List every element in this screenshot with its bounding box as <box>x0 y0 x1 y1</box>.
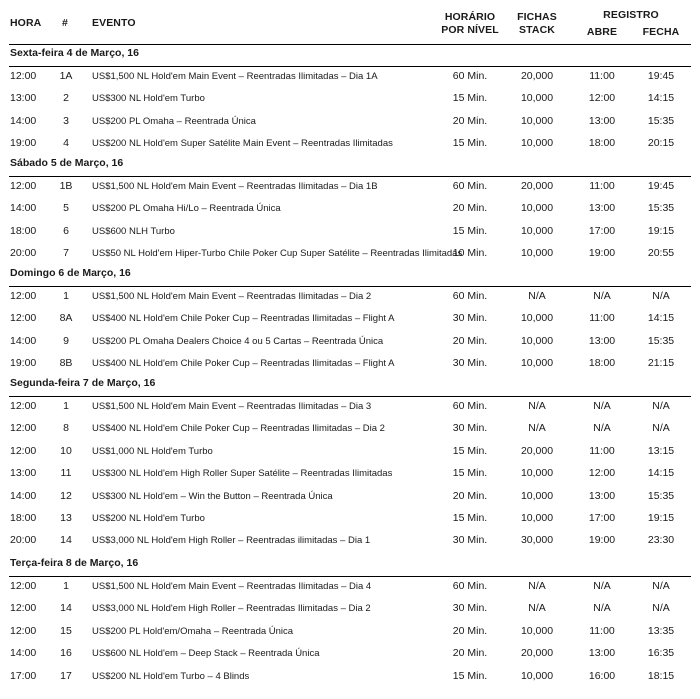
event-name: US$1,500 NL Hold'em Main Event – Reentradas Ilimitadas – Dia 2 <box>92 291 372 302</box>
event-name: US$300 NL Hold'em High Roller Super Satélite – Reentradas Ilimitadas <box>92 468 393 480</box>
registration-opens: 13:00 <box>588 647 616 660</box>
event-time: 14:00 <box>10 202 37 215</box>
event-time: 18:00 <box>10 224 37 237</box>
registration-closes: N/A <box>652 290 670 302</box>
event-row <box>0 309 700 331</box>
event-row <box>0 112 700 134</box>
event-time: 20:00 <box>10 247 37 260</box>
event-stack: 20,000 <box>520 647 554 660</box>
registration-closes: 21:15 <box>647 357 675 370</box>
registration-opens: N/A <box>593 290 611 302</box>
registration-closes: N/A <box>652 580 670 592</box>
event-stack: N/A <box>528 422 546 435</box>
event-time: 12:00 <box>10 444 37 457</box>
event-number: 17 <box>60 669 72 682</box>
event-level-time: 60 Min. <box>452 580 488 592</box>
event-row <box>0 222 700 244</box>
event-stack: 20,000 <box>520 444 554 457</box>
event-row <box>0 419 700 441</box>
event-name: US$300 NL Hold'em Turbo <box>92 93 205 105</box>
event-time: 18:00 <box>10 512 37 524</box>
event-level-time: 20 Min. <box>452 647 488 660</box>
event-number: 1A <box>59 70 73 82</box>
event-level-time: 15 Min. <box>452 92 488 105</box>
event-row <box>0 667 700 689</box>
day-section-header <box>9 375 691 397</box>
registration-opens: 19:00 <box>588 247 616 260</box>
event-stack: 10,000 <box>520 624 554 637</box>
registration-opens: 11:00 <box>589 444 615 457</box>
event-name: US$3,000 NL Hold'em High Roller – Reentradas Ilimitadas – Dia 2 <box>92 603 371 615</box>
event-row <box>0 464 700 486</box>
registration-opens: 13:00 <box>588 489 616 502</box>
registration-closes: 20:55 <box>647 247 675 260</box>
registration-closes: 20:15 <box>647 137 675 150</box>
event-time: 19:00 <box>10 357 37 370</box>
event-stack: 30,000 <box>520 534 554 547</box>
event-level-time: 15 Min. <box>452 669 488 682</box>
header-fichas-line2: STACK <box>519 24 555 36</box>
event-level-time: 20 Min. <box>452 624 488 637</box>
day-title: Terça-feira 8 de Março, 16 <box>10 557 139 569</box>
event-level-time: 60 Min. <box>452 290 488 302</box>
event-name: US$200 NL Hold'em Turbo <box>92 513 205 524</box>
event-level-time: 60 Min. <box>452 400 488 412</box>
event-stack: 10,000 <box>520 224 554 237</box>
event-time: 13:00 <box>10 92 37 105</box>
event-stack: N/A <box>528 602 546 615</box>
event-row <box>0 622 700 644</box>
event-row <box>0 177 700 199</box>
event-level-time: 15 Min. <box>452 512 488 524</box>
event-name: US$400 NL Hold'em Chile Poker Cup – Reentradas Ilimitadas – Dia 2 <box>92 423 385 435</box>
event-level-time: 60 Min. <box>452 70 488 82</box>
registration-closes: N/A <box>652 422 670 435</box>
header-fichas <box>507 11 567 37</box>
registration-closes: 19:15 <box>647 512 675 524</box>
event-stack: 20,000 <box>520 180 554 192</box>
event-time: 14:00 <box>10 489 37 502</box>
event-number: 14 <box>60 602 72 615</box>
registration-closes: 15:35 <box>647 334 675 347</box>
day-section-header <box>9 45 691 67</box>
event-level-time: 30 Min. <box>452 312 488 325</box>
event-time: 12:00 <box>10 624 37 637</box>
day-title: Sábado 5 de Março, 16 <box>10 157 124 169</box>
header-evento: EVENTO <box>92 17 136 29</box>
registration-opens: N/A <box>593 580 611 592</box>
event-time: 12:00 <box>10 602 37 615</box>
registration-closes: 14:15 <box>647 467 675 480</box>
event-name: US$1,000 NL Hold'em Turbo <box>92 445 213 457</box>
event-stack: 10,000 <box>520 114 554 127</box>
event-number: 1 <box>63 580 69 592</box>
header-abre: ABRE <box>586 26 618 38</box>
registration-closes: 16:35 <box>647 647 675 660</box>
event-number: 14 <box>60 534 72 547</box>
registration-opens: 11:00 <box>589 624 615 637</box>
event-stack: 10,000 <box>520 357 554 370</box>
header-fecha: FECHA <box>642 26 680 38</box>
event-time: 12:00 <box>10 580 37 592</box>
event-level-time: 15 Min. <box>452 224 488 237</box>
day-section-header <box>9 555 691 577</box>
event-name: US$1,500 NL Hold'em Main Event – Reentradas Ilimitadas – Dia 1A <box>92 71 378 82</box>
event-time: 14:00 <box>10 114 37 127</box>
event-row <box>0 531 700 553</box>
registration-opens: 18:00 <box>588 357 616 370</box>
registration-opens: N/A <box>593 422 611 435</box>
header-hora: HORA <box>10 17 42 29</box>
registration-opens: 16:00 <box>588 669 616 682</box>
event-level-time: 15 Min. <box>452 137 488 150</box>
registration-opens: 13:00 <box>588 334 616 347</box>
event-number: 7 <box>63 247 69 260</box>
registration-opens: N/A <box>593 400 611 412</box>
event-number: 13 <box>60 512 72 524</box>
event-name: US$200 NL Hold'em Super Satélite Main Event – Reentradas Ilimitadas <box>92 138 393 150</box>
event-stack: 10,000 <box>520 669 554 682</box>
event-stack: 20,000 <box>520 70 554 82</box>
event-number: 8 <box>63 422 69 435</box>
event-name: US$200 PL Omaha Dealers Choice 4 ou 5 Cartas – Reentrada Única <box>92 335 384 347</box>
table-header <box>0 0 700 44</box>
event-number: 8B <box>59 357 73 370</box>
event-time: 14:00 <box>10 647 37 660</box>
event-stack: N/A <box>528 400 546 412</box>
event-row <box>0 644 700 666</box>
registration-closes: 15:35 <box>647 202 675 215</box>
day-title: Segunda-feira 7 de Março, 16 <box>10 377 156 389</box>
event-level-time: 20 Min. <box>452 334 488 347</box>
registration-opens: 11:00 <box>589 180 615 192</box>
registration-closes: 19:15 <box>647 224 675 237</box>
event-number: 16 <box>60 647 72 660</box>
registration-opens: 11:00 <box>589 312 615 325</box>
event-row <box>0 67 700 89</box>
event-number: 5 <box>63 202 69 215</box>
event-number: 12 <box>60 489 72 502</box>
event-level-time: 30 Min. <box>452 602 488 615</box>
event-time: 14:00 <box>10 334 37 347</box>
registration-closes: 15:35 <box>647 489 675 502</box>
event-number: 6 <box>63 224 69 237</box>
event-time: 20:00 <box>10 534 37 547</box>
event-name: US$1,500 NL Hold'em Main Event – Reentradas Ilimitadas – Dia 4 <box>92 581 372 592</box>
day-title: Sexta-feira 4 de Março, 16 <box>10 47 139 59</box>
event-row <box>0 244 700 266</box>
registration-closes: 13:15 <box>647 444 675 457</box>
event-row <box>0 599 700 621</box>
event-stack: 10,000 <box>520 137 554 150</box>
header-horario-line2: POR NÍVEL <box>441 24 499 36</box>
event-level-time: 15 Min. <box>452 444 488 457</box>
event-row <box>0 134 700 156</box>
registration-closes: 15:35 <box>647 114 675 127</box>
day-section-header <box>9 265 691 287</box>
event-number: 10 <box>60 444 72 457</box>
event-number: 9 <box>63 334 69 347</box>
event-time: 12:00 <box>10 70 37 82</box>
registration-closes: 19:45 <box>647 70 675 82</box>
event-name: US$600 NL Hold'em – Deep Stack – Reentrada Única <box>92 648 320 660</box>
event-stack: 10,000 <box>520 202 554 215</box>
event-row <box>0 354 700 376</box>
event-name: US$300 NL Hold'em – Win the Button – Reentrada Única <box>92 490 333 502</box>
event-number: 1 <box>63 290 69 302</box>
event-time: 17:00 <box>10 669 37 682</box>
event-row <box>0 89 700 111</box>
event-row <box>0 487 700 509</box>
event-name: US$200 NL Hold'em Turbo – 4 Blinds <box>92 670 250 682</box>
day-title: Domingo 6 de Março, 16 <box>10 267 131 279</box>
event-name: US$3,000 NL Hold'em High Roller – Reentradas ilimitadas – Dia 1 <box>92 535 371 547</box>
event-number: 11 <box>60 467 72 480</box>
event-row <box>0 332 700 354</box>
event-level-time: 20 Min. <box>452 202 488 215</box>
event-name: US$200 PL Hold'em/Omaha – Reentrada Única <box>92 625 294 637</box>
registration-opens: 12:00 <box>588 92 616 105</box>
event-time: 12:00 <box>10 290 37 302</box>
header-fichas-line1: FICHAS <box>517 11 557 23</box>
event-number: 1 <box>63 400 69 412</box>
event-row <box>0 199 700 221</box>
event-level-time: 30 Min. <box>452 422 488 435</box>
event-stack: 10,000 <box>520 247 554 260</box>
event-level-time: 60 Min. <box>452 180 488 192</box>
event-row <box>0 442 700 464</box>
event-time: 19:00 <box>10 137 37 150</box>
registration-closes: 13:35 <box>647 624 675 637</box>
registration-opens: N/A <box>593 602 611 615</box>
event-stack: 10,000 <box>520 312 554 325</box>
event-number: 8A <box>59 312 73 325</box>
event-name: US$50 NL Hold'em Hiper-Turbo Chile Poker Cup Super Satélite – Reentradas Ilimitadas <box>92 248 463 260</box>
event-name: US$200 PL Omaha – Reentrada Única <box>92 115 256 127</box>
event-stack: 10,000 <box>520 92 554 105</box>
event-row <box>0 577 700 599</box>
event-level-time: 10 Min. <box>452 247 488 260</box>
registration-opens: 17:00 <box>588 224 616 237</box>
event-level-time: 15 Min. <box>452 467 488 480</box>
event-level-time: 20 Min. <box>452 489 488 502</box>
event-level-time: 30 Min. <box>452 357 488 370</box>
event-stack: N/A <box>528 580 546 592</box>
registration-opens: 19:00 <box>588 534 616 547</box>
registration-closes: 14:15 <box>647 92 675 105</box>
registration-closes: 18:15 <box>647 669 675 682</box>
event-level-time: 20 Min. <box>452 114 488 127</box>
registration-opens: 17:00 <box>588 512 616 524</box>
event-row <box>0 509 700 531</box>
event-number: 1B <box>59 180 73 192</box>
event-stack: 10,000 <box>520 512 554 524</box>
registration-closes: 14:15 <box>647 312 675 325</box>
event-number: 4 <box>63 137 69 150</box>
registration-opens: 12:00 <box>588 467 616 480</box>
event-number: 2 <box>63 92 69 105</box>
event-name: US$1,500 NL Hold'em Main Event – Reentradas Ilimitadas – Dia 1B <box>92 181 378 192</box>
event-time: 12:00 <box>10 400 37 412</box>
registration-closes: 19:45 <box>647 180 675 192</box>
registration-opens: 18:00 <box>588 137 616 150</box>
day-section-header <box>9 155 691 177</box>
event-row <box>0 287 700 309</box>
header-horario-line1: HORÁRIO <box>444 11 496 23</box>
event-time: 12:00 <box>10 180 37 192</box>
event-level-time: 30 Min. <box>452 534 488 547</box>
header-horario <box>440 11 500 37</box>
event-name: US$600 NLH Turbo <box>92 225 175 237</box>
event-name: US$400 NL Hold'em Chile Poker Cup – Reentradas Ilimitadas – Flight A <box>92 358 395 370</box>
registration-opens: 11:00 <box>589 70 615 82</box>
registration-closes: 23:30 <box>647 534 675 547</box>
header-number: # <box>62 17 68 29</box>
event-row <box>0 397 700 419</box>
event-time: 12:00 <box>10 422 37 435</box>
header-registro: REGISTRO <box>603 9 659 21</box>
event-stack: 10,000 <box>520 467 554 480</box>
event-number: 3 <box>63 114 69 127</box>
event-name: US$1,500 NL Hold'em Main Event – Reentradas Ilimitadas – Dia 3 <box>92 401 372 412</box>
event-stack: 10,000 <box>520 334 554 347</box>
registration-closes: N/A <box>652 602 670 615</box>
registration-opens: 13:00 <box>588 114 616 127</box>
event-name: US$400 NL Hold'em Chile Poker Cup – Reentradas Ilimitadas – Flight A <box>92 313 395 325</box>
event-time: 13:00 <box>10 467 37 480</box>
registration-opens: 13:00 <box>588 202 616 215</box>
event-stack: 10,000 <box>520 489 554 502</box>
event-time: 12:00 <box>10 312 37 325</box>
registration-closes: N/A <box>652 400 670 412</box>
event-name: US$200 PL Omaha Hi/Lo – Reentrada Única <box>92 203 281 215</box>
event-number: 15 <box>60 624 72 637</box>
event-stack: N/A <box>528 290 546 302</box>
